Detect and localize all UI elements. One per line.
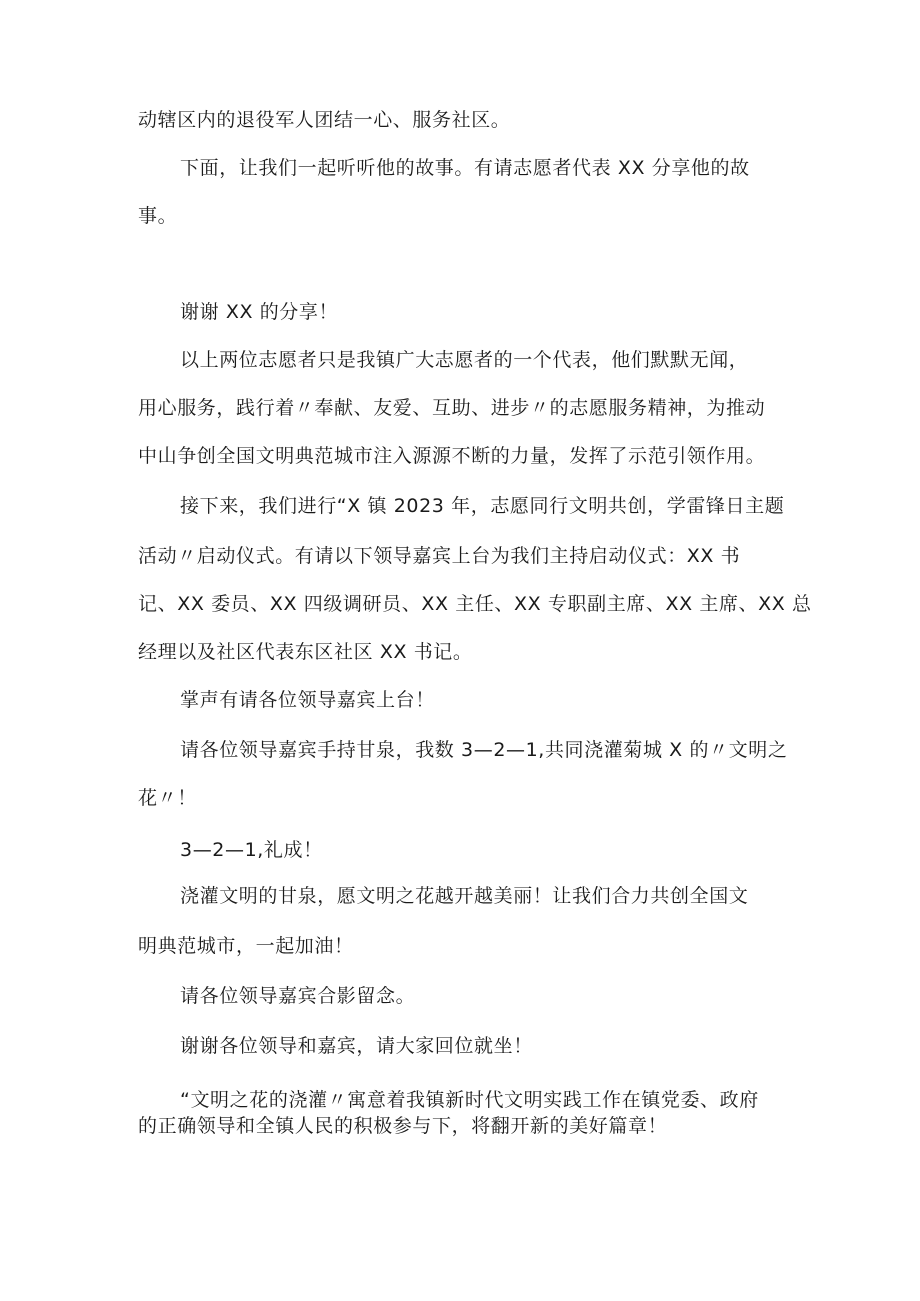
paragraph-line: 谢谢 XX 的分享！ xyxy=(180,301,339,323)
paragraph-line: 经理以及社区代表东区社区 XX 书记。 xyxy=(138,641,473,663)
paragraph-line: 用心服务，践行着〃奉献、友爱、互助、进步〃的志愿服务精神，为推动 xyxy=(138,397,766,419)
paragraph-line: 请各位领导嘉宾手持甘泉，我数 3—2—1,共同浇灌菊城 X 的〃文明之 xyxy=(180,739,788,761)
paragraph-line: “文明之花的浇灌〃寓意着我镇新时代文明实践工作在镇党委、政府 xyxy=(180,1089,759,1111)
paragraph-line: 以上两位志愿者只是我镇广大志愿者的一个代表，他们默默无闻， xyxy=(180,349,749,371)
paragraph-line: 下面，让我们一起听听他的故事。有请志愿者代表 XX 分享他的故 xyxy=(180,157,750,179)
paragraph-line: 活动〃启动仪式。有请以下领导嘉宾上台为我们主持启动仪式：XX 书 xyxy=(138,545,741,567)
paragraph-line: 花〃！ xyxy=(138,787,197,809)
paragraph-line: 谢谢各位领导和嘉宾，请大家回位就坐！ xyxy=(180,1035,533,1057)
paragraph-line: 的正确领导和全镇人民的积极参与下，将翻开新的美好篇章！ xyxy=(138,1115,668,1137)
paragraph-line: 接下来，我们进行“X 镇 2023 年，志愿同行文明共创，学雷锋日主题 xyxy=(180,495,785,517)
paragraph-line: 动辖区内的退役军人团结一心、服务社区。 xyxy=(138,109,511,131)
paragraph-line: 中山争创全国文明典范城市注入源源不断的力量，发挥了示范引领作用。 xyxy=(138,445,766,467)
paragraph-line: 3—2—1,礼成！ xyxy=(180,839,323,861)
paragraph-line: 请各位领导嘉宾合影留念。 xyxy=(180,985,416,1007)
paragraph-line: 明典范城市，一起加油！ xyxy=(138,935,354,957)
paragraph-line: 事。 xyxy=(138,205,178,227)
paragraph-line: 掌声有请各位领导嘉宾上台！ xyxy=(180,689,435,711)
paragraph-line: 浇灌文明的甘泉，愿文明之花越开越美丽！让我们合力共创全国文 xyxy=(180,885,749,907)
paragraph-line: 记、XX 委员、XX 四级调研员、XX 主任、XX 专职副主席、XX 主席、XX 总 xyxy=(138,593,812,615)
